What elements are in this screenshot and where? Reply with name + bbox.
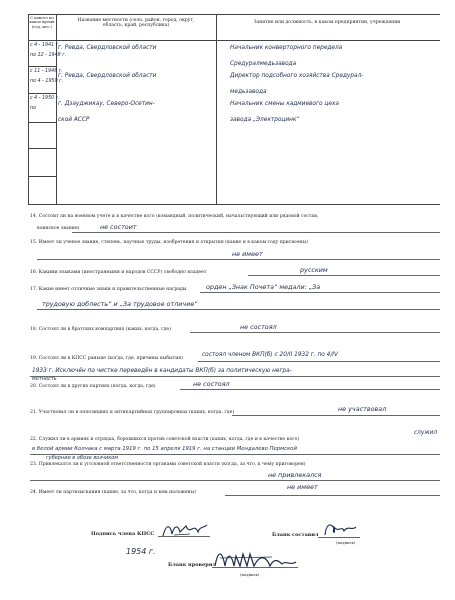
answer-line-1: в белой армии Колчака с марта 1919 г. по 15 апреля 1919 г. на станции Мендалево Пермской [32, 446, 297, 452]
row-separator [28, 176, 56, 177]
row-date-to: по 12 - 1948 г. [30, 53, 67, 58]
question-text: Состоял ли в братских компартиях (каких, когда, где) [38, 327, 171, 332]
member-signature-label: Подпись члена КПСС [91, 531, 155, 537]
answer-word: служил [414, 430, 438, 436]
question-text: Состоит ли на военном учете и в качестве кого (командный, политический, начальствующий или рядовой состав, [38, 214, 319, 219]
row-job-line-1: Начальник смены кадмиевого цеха [230, 101, 339, 107]
row-date-to: по 4 - 1950 г. [30, 79, 64, 84]
question-number: 17. [30, 287, 38, 292]
answer: не участвовал [338, 405, 387, 413]
question-number: 14. [30, 214, 38, 219]
answer-line [225, 495, 440, 496]
member-signature [160, 520, 210, 542]
answer-line [248, 275, 440, 276]
answer-line [180, 389, 440, 390]
question-number: 20. [30, 384, 38, 389]
answer-line-1: орден „Знак Почета“ медали: „За [206, 283, 321, 291]
answer-line [72, 232, 440, 233]
answer-line [37, 309, 440, 310]
answer: не состоит [100, 223, 137, 231]
row-separator [28, 148, 56, 149]
question-text: Какими языками (иностранными и народов СССР) свободно владеет [38, 270, 207, 275]
question-number: 24. [30, 490, 38, 495]
compiler-signature [322, 519, 358, 539]
row-job-line-2: завода „Электроцинк“ [230, 117, 300, 123]
question-text: Состоял ли в КПСС раньше (когда, где, причины выбытия) [38, 356, 183, 361]
answer: не состоял [240, 323, 277, 331]
question-text: Какие имеет отличные знаки и правительственные награды [38, 287, 187, 292]
question-text: Имеет ли ученое звание, степень, научные труды, изобретения и открытия (какие и в каком году присвоены) [38, 240, 308, 245]
question-number: 16. [30, 270, 38, 275]
table-header-divider [28, 40, 440, 41]
question-number: 22. [30, 437, 38, 442]
answer-line [30, 376, 440, 377]
answer: русским [300, 266, 328, 274]
row-place: г. Ревда, Свердловской области [58, 45, 157, 51]
answer-line [198, 361, 440, 362]
checked-by-label: Бланк проверил [168, 562, 216, 568]
answer: не состоял [193, 380, 230, 388]
row-job-line-2: медьзавода [230, 89, 267, 95]
question-text: Привлекался ли к уголовной ответственности органами советской власти (когда, за что, к чему приговорен) [38, 462, 306, 467]
answer: не имеет [287, 483, 318, 491]
question-text: Состоял ли в других партиях (когда, когда, где) [38, 384, 156, 389]
compiled-by-sub: (подпись) [336, 540, 356, 545]
table-top-border [28, 14, 440, 15]
row-job-line-1: Начальник конверторного передела [230, 45, 343, 51]
compiled-by-label: Бланк составил [272, 532, 319, 538]
question-text: Служил ли в армиях и отрядах, боровшихся против советской власти (каких, когда, где и в качестве кого) [38, 437, 300, 442]
row-job-line-1: Директор подсобного хозяйства Средурал- [230, 73, 364, 79]
row-place: г. Ревда, Свердловской области [58, 73, 157, 79]
row-job-line-2: Средуралмедьзавода [230, 61, 297, 67]
row-separator [28, 66, 56, 67]
date-column-header: С какого по какое время (год, мес.) [29, 15, 55, 29]
place-column-header: Название местности (село, район, город, округ, область, край, республика) [77, 18, 195, 29]
question-number: 15. [30, 240, 38, 245]
row-date-from: с 4 - 1950 г. [30, 96, 60, 101]
checked-by-sub: (подпись) [240, 572, 260, 577]
question-text: Участвовал ли в оппозициях и антипартийных группировках (каких, когда, где) [38, 410, 235, 415]
answer-line [37, 259, 440, 260]
answer-line-2: губернии в обозе возчиком [46, 455, 119, 461]
row-place-line-2: ской АССР [58, 117, 90, 123]
question-number: 18. [30, 327, 38, 332]
row-place-line-1: г. Дзауджикау, Северо-Осетин- [58, 101, 155, 107]
row-date-from: с 4 - 1941 г. [30, 43, 60, 48]
question-number: 21. [30, 410, 38, 415]
checker-signature [212, 548, 302, 574]
answer-line-2: трудовую доблесть“ и „За трудовое отличие“ [42, 300, 198, 308]
answer-line [30, 480, 440, 481]
answer-line-3: мотность [32, 376, 57, 382]
answer-line [232, 415, 440, 416]
row-separator [28, 122, 56, 123]
row-date-to: по [30, 106, 37, 111]
table-bottom-border [28, 204, 440, 205]
answer-line-1: состоял членом ВКП(б) с 20/II 1932 г. по 4/IV [202, 352, 338, 358]
question-number: 23. [30, 462, 38, 467]
answer-line [190, 332, 440, 333]
answer: не привлекался [268, 471, 322, 479]
signature-year: 1954 г. [126, 547, 156, 556]
question-number: 19. [30, 356, 38, 361]
row-separator [28, 93, 56, 94]
row-date-from: с 11 - 1948 г. [30, 69, 63, 74]
table-col-divider-2 [216, 14, 217, 204]
job-column-header: Занятие или должность, в каком предприятии, учреждении [253, 20, 401, 25]
question-text-cont: воинское звание) [37, 226, 80, 231]
question-text: Имеет ли партвзыскания (какие, за что, когда и кем наложены) [38, 490, 197, 495]
answer: не имеет [232, 250, 263, 258]
answer-line-2: 1933 г. Исключён по чистке переведён в кандидаты ВКП(б) за политическую негра- [32, 368, 292, 374]
answer-line [200, 292, 440, 293]
